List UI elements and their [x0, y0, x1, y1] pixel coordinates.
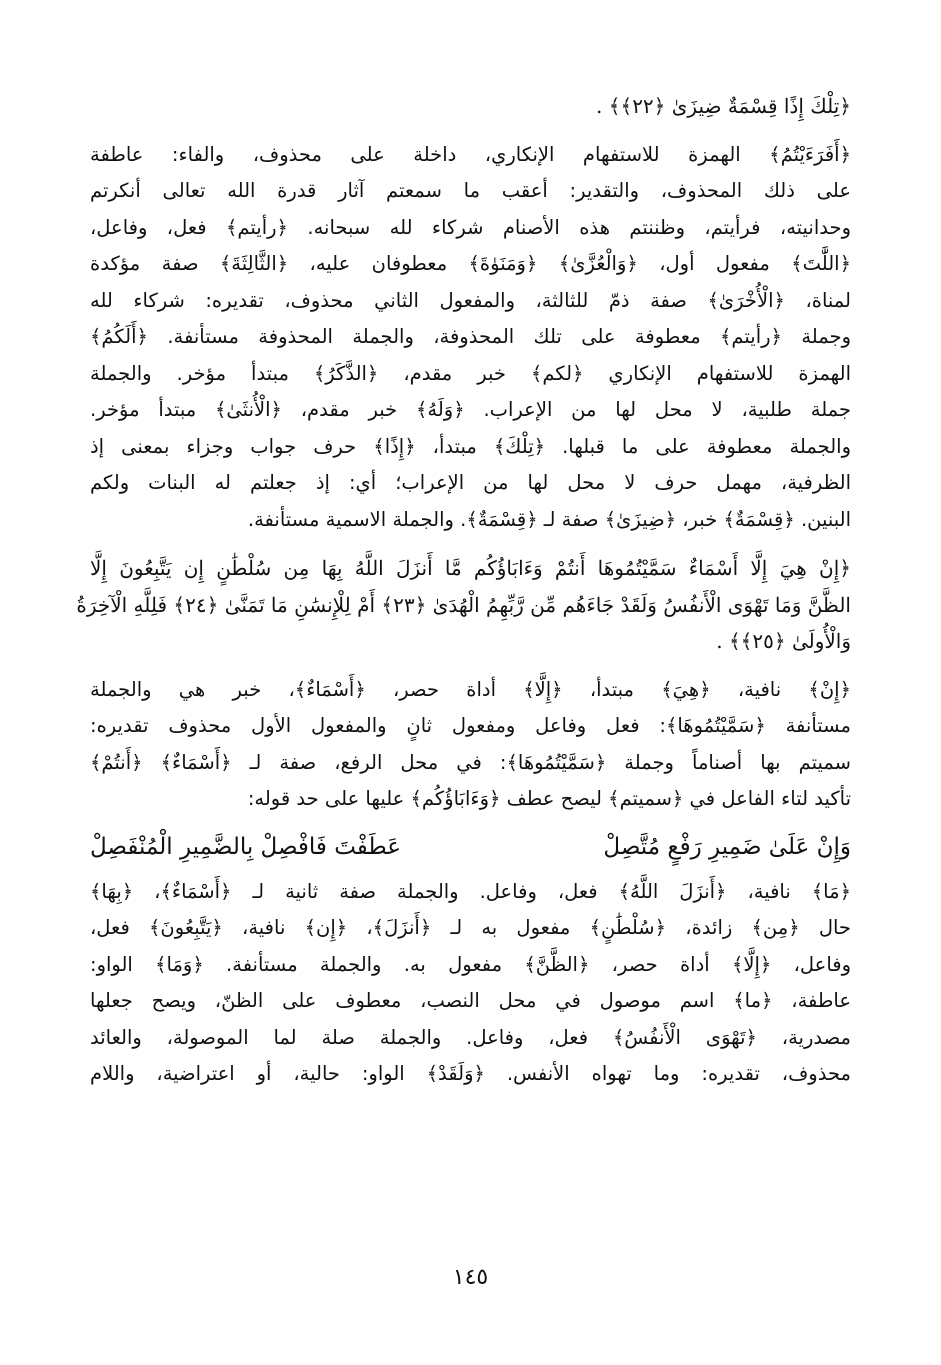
text-line: الظرفية، مهمل حرف لا محل لها من الإعراب؛ أي: إذ جعلتم له البنات ولكم — [90, 471, 851, 494]
text-line: لمناة، ﴿الْأُخْرَىٰ﴾ صفة ذمّ للثالثة، والمفعول الثاني محذوف، تقديره: شركاء لله — [90, 288, 851, 312]
text-line: وحدانيته، فرأيتم، وظننتم هذه الأصنام شركاء لله سبحانه. ﴿رأيتم﴾ فعل، وفاعل، — [90, 215, 851, 239]
text-line: ﴿تِلْكَ إِذًا قِسْمَةٌ ضِيزَىٰ ﴿٢٢﴾﴾ . — [596, 94, 851, 118]
hemistich-right: وَإِنْ عَلَىٰ ضَمِيرِ رَفْعٍ مُتَّصِلْ — [603, 833, 851, 860]
text-line: ﴿إِنْ﴾ نافية، ﴿هِيَ﴾ مبتدأ، ﴿إِلَّا﴾ أداة حصر، ﴿أَسْمَاءٌ﴾، خبر هي والجملة — [90, 677, 851, 701]
top-verse — [90, 88, 851, 125]
page-number: ١٤٥ — [452, 1265, 489, 1290]
verse-line: وَالْأُولَىٰ ﴿٢٥﴾﴾ . — [716, 629, 851, 653]
text-line: جملة طلبية، لا محل لها من الإعراب. ﴿وَلَهُ﴾ خبر مقدم، ﴿الْأُنثَىٰ﴾ مبتدأ مؤخر. — [90, 398, 851, 421]
text-line: ﴿أَفَرَءَيْتُمُ﴾ الهمزة للاستفهام الإنكاري، داخلة على محذوف، والفاء: عاطفة — [90, 142, 851, 166]
text-line: والجملة معطوفة على ما قبلها. ﴿تِلْكَ﴾ مبتدأ، ﴿إِذًا﴾ حرف جواب وجزاء بمعنى إذ — [90, 434, 851, 458]
text-line: تأكيد لتاء الفاعل في ﴿سميتم﴾ ليصح عطف ﴿وَءَابَاؤُكُم﴾ عليها على حد قوله: — [247, 787, 851, 810]
verse-line: ﴿إِنْ هِيَ إِلَّا أَسْمَاءٌ سَمَّيْتُمُوهَا أَنتُمْ وَءَابَاؤُكُم مَّا أَنزَلَ اللَّهُ بِهَا مِن سُلْطَٰنٍ إِن يَتَّبِعُونَ إِلَّا — [90, 556, 851, 580]
text-line: البنين. ﴿قِسْمَةٌ﴾ خبر، ﴿ضِيزَىٰ﴾ صفة لـ ﴿قِسْمَةٌ﴾. والجملة الاسمية مستأنفة. — [247, 507, 851, 531]
verse-line: الظَّنَّ وَمَا تَهْوَى الْأَنفُسُ وَلَقَدْ جَاءَهُم مِّن رَّبِّهِمُ الْهُدَىٰ ﴿٢٣﴾ أَمْ لِلْإِنسَٰنِ مَا تَمَنَّىٰ ﴿٢٤﴾ فَلِلَّهِ الْآخِرَةُ — [76, 592, 851, 617]
text-line: على ذلك المحذوف، والتقدير: أعقب ما سمعتم آثار قدرة الله تعالى أنكرتم — [90, 179, 851, 202]
quran-verse-block — [76, 550, 851, 660]
text-line: حال ﴿مِن﴾ زائدة، ﴿سُلْطَٰنٍ﴾ مفعول به لـ ﴿أَنزَلَ﴾، ﴿إِن﴾ نافية، ﴿يَتَّبِعُونَ﴾ فعل، — [90, 916, 851, 939]
text-line: وجملة ﴿رأيتم﴾ معطوفة على تلك المحذوفة، والجملة المحذوفة مستأنفة. ﴿أَلَكُمُ﴾ — [90, 325, 851, 348]
hemistich-left: عَطَفْتَ فَافْصِلْ بِالضَّمِيرِ الْمُنْفَصِلْ — [90, 833, 402, 860]
text-line: مصدرية، ﴿تَهْوَى الْأَنفُسُ﴾ فعل، وفاعل. والجملة صلة لما الموصولة، والعائد — [90, 1025, 851, 1049]
text-line: وفاعل، ﴿إِلَّا﴾ أداة حصر، ﴿الظَّنَّ﴾ مفعول به. والجملة مستأنفة. ﴿وَمَا﴾ الواو: — [90, 952, 851, 976]
text-line: عاطفة، ﴿ما﴾ اسم موصول في محل النصب، معطوف على الظنّ، ويصح جعلها — [90, 989, 851, 1012]
text-line: سميتم بها أصناماً وجملة ﴿سَمَّيْتُمُوهَا﴾: في محل الرفع، صفة لـ ﴿أَسْمَاءٌ﴾ ﴿أَنتُمْ﴾ — [90, 750, 851, 774]
text-line: مستأنفة ﴿سَمَّيْتُمُوهَا﴾: فعل وفاعل ومفعول ثانٍ والمفعول الأول محذوف تقديره: — [90, 714, 851, 737]
paragraph-3 — [90, 874, 851, 1093]
paragraph-1 — [90, 137, 851, 539]
text-line: ﴿مَا﴾ نافية، ﴿أَنزَلَ اللَّهُ﴾ فعل، وفاعل. والجملة صفة ثانية لـ ﴿أَسْمَاءٌ﴾، ﴿بِهَا﴾ — [90, 879, 851, 903]
text-line: الهمزة للاستفهام الإنكاري ﴿لكم﴾ خبر مقدم، ﴿الذَّكَرُ﴾ مبتدأ مؤخر. والجملة — [90, 361, 851, 385]
poetry-verse — [90, 824, 851, 870]
text-line: محذوف، تقديره: وما تهواه الأنفس. ﴿وَلَقَدْ﴾ الواو: حالية، أو اعتراضية، واللام — [90, 1062, 851, 1085]
text-line: ﴿اللَّٰتَ﴾ مفعول أول، ﴿وَالْعُزَّىٰ﴾ ﴿وَمَنَوٰةَ﴾ معطوفان عليه، ﴿الثَّالِثَةَ﴾ صفة مؤكدة — [90, 252, 851, 275]
paragraph-2 — [90, 672, 851, 818]
